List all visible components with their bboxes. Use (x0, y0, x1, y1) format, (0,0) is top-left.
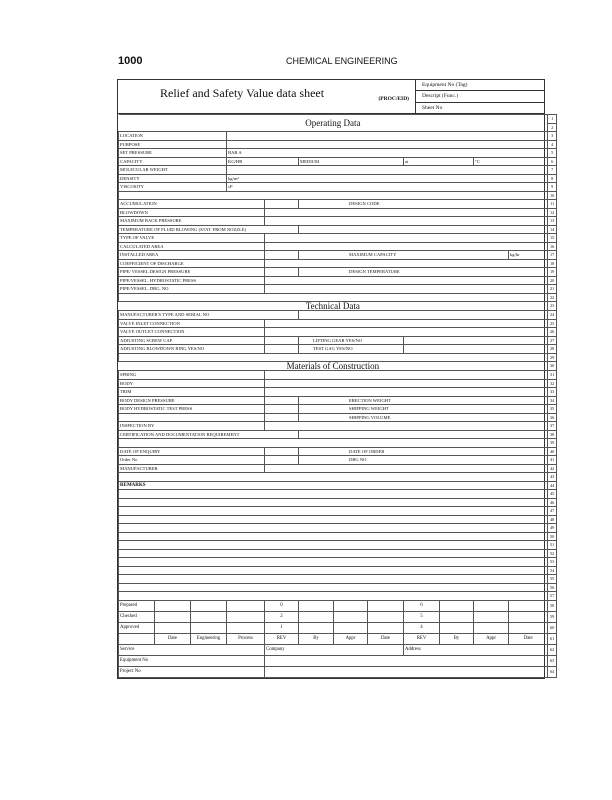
line-number: 11 (548, 200, 557, 209)
spacer-row (119, 439, 548, 448)
signoff-cell[interactable] (227, 600, 265, 611)
lifting-gear-field[interactable] (404, 336, 548, 345)
line-number: 4 (548, 140, 557, 149)
purpose-label: PURPOSE (119, 140, 227, 149)
certification-field[interactable] (299, 430, 548, 439)
max-back-pressure-field[interactable] (265, 217, 548, 226)
body-design-pressure-field[interactable] (265, 396, 299, 405)
line-number: 62 (548, 644, 557, 655)
test-gag-label: TEST GAG YES/NO (299, 345, 404, 354)
equipment-no-value[interactable] (265, 655, 548, 666)
date-of-enquiry-field[interactable] (265, 447, 299, 456)
section-technical-data: Technical Data (119, 302, 548, 311)
project-no-field[interactable]: Project No (119, 666, 265, 677)
line-number: 19 (548, 268, 557, 277)
remarks-line[interactable] (119, 566, 548, 575)
checked-label: Checked (119, 611, 155, 622)
max-back-pressure-label: MAXIMUM BACK PRESSURE (119, 217, 265, 226)
remarks-line[interactable] (119, 558, 548, 567)
line-number: 32 (548, 379, 557, 388)
line-number: 15 (548, 234, 557, 243)
line-number: 37 (548, 422, 557, 431)
capacity-field[interactable]: KG/HR (227, 157, 299, 166)
installed-area-label: INSTALLED AREA (119, 251, 265, 260)
line-number: 47 (548, 507, 557, 516)
line-number: 7 (548, 166, 557, 175)
lifting-gear-label: LIFTING GEAR YES/NO (299, 336, 404, 345)
shipping-volume-label: SHIPPING VOLUME (299, 413, 548, 422)
blank-cell[interactable] (265, 413, 299, 422)
line-number: 21 (548, 285, 557, 294)
adjusting-blowdown-label: ADJUSTING BLOWDOWN RING YES/NO (119, 345, 265, 354)
line-number: 56 (548, 583, 557, 592)
remarks-line[interactable] (119, 532, 548, 541)
density-field[interactable]: kg/m³ (227, 174, 548, 183)
equipment-no-field[interactable]: Equipment No (119, 655, 265, 666)
pipe-vessel-drg-field[interactable] (265, 285, 548, 294)
col-header-date: Date (155, 633, 191, 644)
remarks-line[interactable] (119, 541, 548, 550)
line-number: 39 (548, 439, 557, 448)
installed-area-field[interactable] (265, 251, 299, 260)
manufacturer-field[interactable] (265, 464, 548, 473)
rev-number: 6 (404, 600, 440, 611)
signoff-cell[interactable] (227, 622, 265, 633)
max-capacity-unit: kg/hr (509, 251, 548, 260)
remarks-line[interactable] (119, 515, 548, 524)
blowdown-field[interactable] (265, 208, 548, 217)
col-header-date: Date (368, 633, 404, 644)
line-number: 22 (548, 293, 557, 302)
signoff-cell[interactable] (191, 611, 227, 622)
hydrostatic-press-field[interactable] (265, 276, 548, 285)
blank-cell (119, 633, 155, 644)
temp-fluid-label: TEMPERATURE OF FLUID BLOWING (STAT. FROM NOZZLE) (119, 225, 299, 234)
capacity-label: CAPACITY (119, 157, 227, 166)
signoff-cell[interactable] (227, 611, 265, 622)
line-number: 34 (548, 396, 557, 405)
line-number: 9 (548, 183, 557, 192)
valve-outlet-field[interactable] (265, 328, 548, 337)
certification-label: CERTIFICATION AND DOCUMENTATION REQUIREMENT (119, 430, 299, 439)
line-number: 8 (548, 174, 557, 183)
viscosity-label: VISCOSITY (119, 183, 227, 192)
col-header-rev: REV (404, 633, 440, 644)
signoff-cell[interactable] (334, 622, 368, 633)
line-number: 53 (548, 558, 557, 567)
spacer-row (119, 191, 548, 200)
shipping-weight-label: SHIPPING WEIGHT (299, 405, 548, 414)
order-no-field[interactable] (265, 456, 299, 465)
line-number: 51 (548, 541, 557, 550)
signoff-cell[interactable] (509, 611, 548, 622)
valve-inlet-field[interactable] (265, 319, 548, 328)
density-label: DENSITY (119, 174, 227, 183)
line-number: 14 (548, 225, 557, 234)
remarks-line[interactable] (119, 524, 548, 533)
signoff-cell[interactable] (440, 600, 474, 611)
line-number: 49 (548, 524, 557, 533)
rev-number: 5 (404, 611, 440, 622)
rev-number: 4 (404, 622, 440, 633)
set-pressure-field[interactable]: BAR A (227, 149, 548, 158)
project-no-value[interactable] (265, 666, 548, 677)
coeff-discharge-field[interactable] (265, 259, 548, 268)
col-header-by: By (440, 633, 474, 644)
manufacturer-label: MANUFACTURER (119, 464, 265, 473)
line-number: 48 (548, 515, 557, 524)
line-number: 46 (548, 498, 557, 507)
mol-weight-label: MOLECULAR WEIGHT (119, 166, 227, 175)
sheet-title: Relief and Safety Value data sheet (160, 86, 325, 100)
remarks-line[interactable] (119, 490, 548, 499)
signoff-cell[interactable] (368, 611, 404, 622)
order-no-label: Order No (119, 456, 265, 465)
line-number: 3 (548, 132, 557, 141)
line-number: 6 (548, 157, 557, 166)
id-block (416, 80, 544, 113)
signoff-cell[interactable] (299, 622, 334, 633)
rev-number: 0 (265, 600, 299, 611)
line-number: 43 (548, 473, 557, 482)
descript-field[interactable]: Descript (Func.) (416, 91, 544, 102)
design-temperature-label: DESIGN TEMPERATURE (299, 268, 548, 277)
sheet-no-field[interactable]: Sheet No (422, 104, 443, 111)
col-header-appr: Appr (334, 633, 368, 644)
manufacturer-type-label: MANUFACTURER'S TYPE AND SERIAL NO (119, 311, 299, 320)
adjusting-screw-field[interactable] (265, 336, 299, 345)
line-number: 18 (548, 259, 557, 268)
col-header-by: By (299, 633, 334, 644)
form-table (118, 114, 557, 678)
medium-label: MEDIUM (299, 157, 404, 166)
calculated-area-field[interactable] (265, 242, 548, 251)
remarks-line[interactable] (119, 549, 548, 558)
line-number: 5 (548, 149, 557, 158)
type-of-valve-field[interactable] (265, 234, 548, 243)
trim-field[interactable] (265, 388, 548, 397)
col-header-rev: REV (265, 633, 299, 644)
date-of-enquiry-label: DATE OF ENQUIRY (119, 447, 265, 456)
blank-cell (119, 413, 265, 422)
line-number: 13 (548, 217, 557, 226)
signoff-cell[interactable] (440, 622, 474, 633)
line-number: 31 (548, 371, 557, 380)
hydrostatic-press-label: PIPE/VESSEL. HYDROSTATIC PRESS (119, 276, 265, 285)
spring-field[interactable] (265, 371, 548, 380)
accumulation-label: ACCUMULATION (119, 200, 265, 209)
accumulation-field[interactable] (265, 200, 299, 209)
address-field[interactable]: Address (404, 644, 548, 655)
section-operating-data: Operating Data (119, 115, 548, 132)
temp-fluid-field[interactable] (299, 225, 548, 234)
type-of-valve-label: TYPE OF VALVE (119, 234, 265, 243)
line-number: 36 (548, 413, 557, 422)
line-number: 1 (548, 115, 557, 124)
line-number: 50 (548, 532, 557, 541)
signoff-cell[interactable] (191, 600, 227, 611)
design-code-label: DESIGN CODE (299, 200, 548, 209)
spacer-row (119, 353, 548, 362)
pipe-vessel-design-pressure-label: PIPE/ VESSEL DESIGN PRESSURE (119, 268, 265, 277)
signoff-cell[interactable] (334, 611, 368, 622)
adjusting-screw-label: ADJUSTING SCREW CAP (119, 336, 265, 345)
test-gag-field[interactable] (404, 345, 548, 354)
max-capacity-label: MAXIMUM CAPACITY (299, 251, 509, 260)
line-number: 17 (548, 251, 557, 260)
line-number: 10 (548, 191, 557, 200)
line-number: 38 (548, 430, 557, 439)
running-head: CHEMICAL ENGINEERING (286, 56, 398, 66)
signoff-cell[interactable] (440, 611, 474, 622)
signoff-cell[interactable] (299, 600, 334, 611)
signoff-cell[interactable] (299, 611, 334, 622)
proc-label: (PROC/EID) (378, 96, 409, 102)
location-label: LOCATION (119, 132, 227, 141)
line-number: 35 (548, 405, 557, 414)
body-hydrostatic-field[interactable] (265, 405, 299, 414)
service-field[interactable]: Service (119, 644, 265, 655)
remarks-line[interactable] (119, 507, 548, 516)
body-design-pressure-label: BODY DESIGN PRESSURE (119, 396, 265, 405)
inspection-by-field[interactable] (265, 422, 548, 431)
line-number: 44 (548, 481, 557, 490)
signoff-cell[interactable] (474, 600, 509, 611)
line-number: 12 (548, 208, 557, 217)
signoff-cell[interactable] (191, 622, 227, 633)
signoff-cell[interactable] (474, 611, 509, 622)
signoff-cell[interactable] (334, 600, 368, 611)
purpose-field[interactable] (227, 140, 548, 149)
valve-outlet-label: VALVE OUTLET CONNECTION (119, 328, 265, 337)
remarks-line[interactable] (119, 575, 548, 584)
line-number: 41 (548, 456, 557, 465)
spacer-row (119, 473, 548, 482)
line-number: 24 (548, 311, 557, 320)
remarks-line[interactable] (119, 498, 548, 507)
inspection-by-label: INSPECTION BY (119, 422, 265, 431)
spring-label: SPRING (119, 371, 265, 380)
line-number: 33 (548, 388, 557, 397)
line-number: 27 (548, 336, 557, 345)
company-field[interactable]: Company (265, 644, 404, 655)
spacer-row (119, 293, 548, 302)
adjusting-blowdown-field[interactable] (265, 345, 299, 354)
pipe-vessel-design-pressure-field[interactable] (265, 268, 299, 277)
signoff-cell[interactable] (155, 622, 191, 633)
line-number: 20 (548, 276, 557, 285)
signoff-cell[interactable] (474, 622, 509, 633)
line-number: 59 (548, 611, 557, 622)
pipe-vessel-drg-label: PIPE/VESSEL. DRG. NO (119, 285, 265, 294)
date-of-order-label: DATE OF ORDER (299, 447, 548, 456)
set-pressure-label: SET PRESSURE (119, 149, 227, 158)
col-header-appr: Appr (474, 633, 509, 644)
drg-no-label: DRG NO (299, 456, 548, 465)
location-field[interactable] (227, 132, 548, 141)
temp-unit: °C (474, 157, 548, 166)
rev-number: 1 (265, 622, 299, 633)
line-number: 54 (548, 566, 557, 575)
line-number: 25 (548, 319, 557, 328)
line-number: 52 (548, 549, 557, 558)
trim-label: TRIM (119, 388, 265, 397)
col-header-process: Process (227, 633, 265, 644)
body-field[interactable] (265, 379, 548, 388)
remarks-label: REMARKS (119, 481, 548, 490)
calculated-area-label: CALCULATED AREA (119, 242, 265, 251)
title-block (118, 80, 416, 113)
col-header-engineering: Engineering (191, 633, 227, 644)
coeff-discharge-label: COEFFICIENT OF DISCHARGE (119, 259, 265, 268)
section-materials: Materials of Construction (119, 362, 548, 371)
viscosity-field[interactable]: cP (227, 183, 548, 192)
signoff-cell[interactable] (509, 622, 548, 633)
line-number: 45 (548, 490, 557, 499)
mol-weight-field[interactable] (227, 166, 548, 175)
line-number: 63 (548, 655, 557, 666)
prepared-label: Prepared (119, 600, 155, 611)
signoff-cell[interactable] (155, 611, 191, 622)
erection-weight-label: ERECTION WEIGHT (299, 396, 548, 405)
signoff-cell[interactable] (509, 600, 548, 611)
equipment-tag-field[interactable]: Equipment No (Tag) (416, 80, 544, 91)
line-number: 58 (548, 600, 557, 611)
blowdown-label: BLOWDOWN (119, 208, 265, 217)
at-label: at (404, 157, 474, 166)
line-number: 57 (548, 592, 557, 601)
line-number: 29 (548, 353, 557, 362)
remarks-line[interactable] (119, 592, 548, 601)
manufacturer-type-field[interactable] (299, 311, 548, 320)
line-number: 16 (548, 242, 557, 251)
line-number: 30 (548, 362, 557, 371)
line-number: 26 (548, 328, 557, 337)
sheet-header (118, 80, 544, 114)
line-number: 42 (548, 464, 557, 473)
line-number: 28 (548, 345, 557, 354)
signoff-cell[interactable] (368, 622, 404, 633)
line-number: 64 (548, 666, 557, 677)
approved-label: Approved (119, 622, 155, 633)
col-header-date: Date (509, 633, 548, 644)
page-number: 1000 (118, 55, 143, 67)
signoff-cell[interactable] (368, 600, 404, 611)
rev-number: 2 (265, 611, 299, 622)
signoff-cell[interactable] (155, 600, 191, 611)
data-sheet (117, 79, 555, 679)
valve-inlet-label: VALVE INLET CONNECTION (119, 319, 265, 328)
line-number: 23 (548, 302, 557, 311)
body-label: BODY (119, 379, 265, 388)
line-number: 60 (548, 622, 557, 633)
line-number: 2 (548, 123, 557, 132)
line-number: 40 (548, 447, 557, 456)
line-number: 55 (548, 575, 557, 584)
body-hydrostatic-label: BODY HYDROSTATIC TEST PRESS (119, 405, 265, 414)
remarks-line[interactable] (119, 583, 548, 592)
line-number: 61 (548, 633, 557, 644)
